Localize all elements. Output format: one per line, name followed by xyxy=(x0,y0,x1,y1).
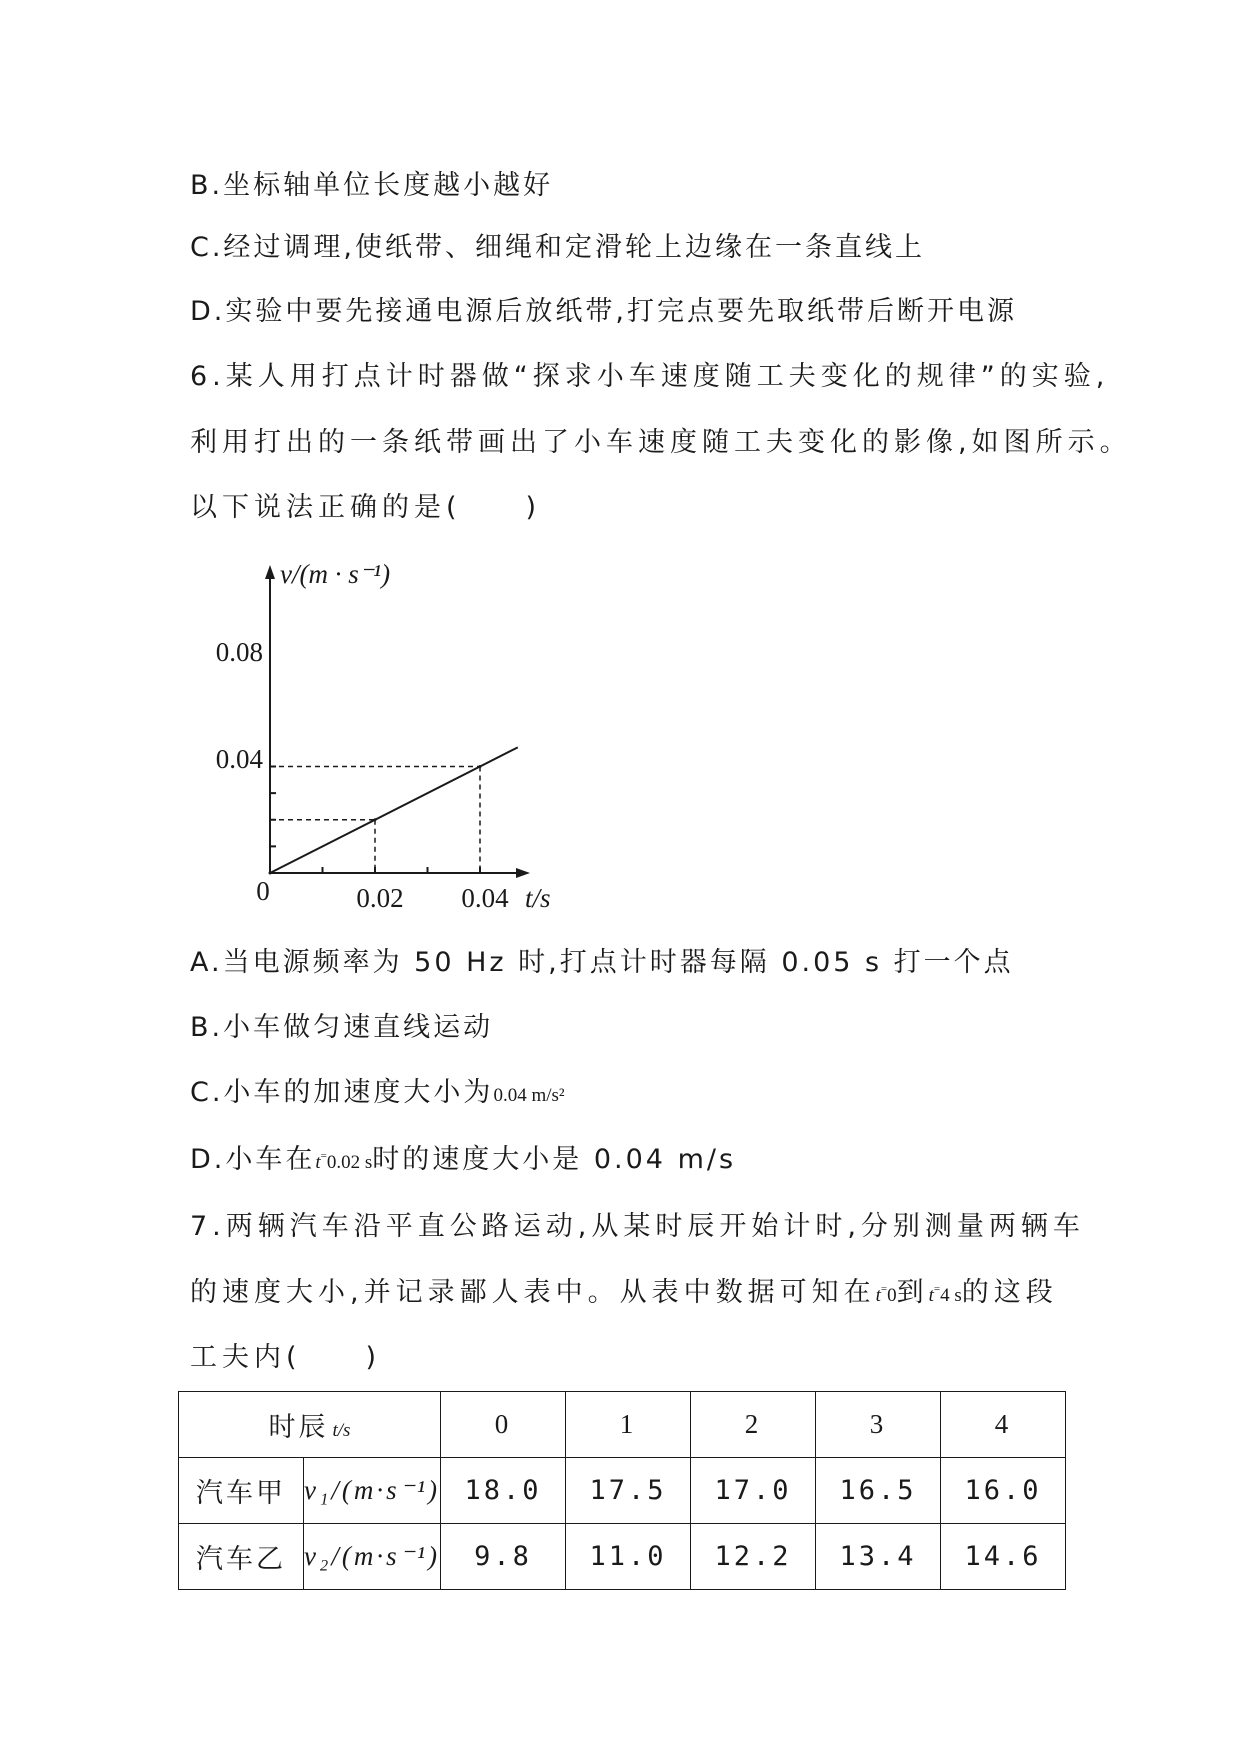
q7-mid: 到 xyxy=(896,1277,929,1308)
row-unit: v₂/(m·s⁻¹) xyxy=(304,1524,441,1590)
value-cell: 16.0 xyxy=(940,1458,1065,1524)
option-6d-t: t xyxy=(315,1152,321,1173)
row-unit: v₁/(m·s⁻¹) xyxy=(304,1458,441,1524)
q7-stem-line-3: 工夫内( ) xyxy=(190,1342,382,1373)
time-cell: 3 xyxy=(815,1392,940,1458)
option-5c: C.经过调理,使纸带、细绳和定滑轮上边缘在一条直线上 xyxy=(190,232,926,263)
option-6a: A.当电源频率为 50 Hz 时,打点计时器每隔 0.05 s 打一个点 xyxy=(190,947,1014,978)
option-5d: D.实验中要先接通电源后放纸带,打完点要先取纸带后断开电源 xyxy=(190,296,1017,327)
header-label: 时辰 xyxy=(268,1412,329,1443)
y-tick-label: 0.08 xyxy=(215,637,263,667)
table-row xyxy=(179,1524,1066,1590)
value-cell: 17.5 xyxy=(565,1458,690,1524)
x-tick-label: 0.02 xyxy=(356,883,404,913)
q7-v2: 4 s xyxy=(940,1285,962,1306)
x-axis-label: t/s xyxy=(525,883,551,913)
option-6d-prefix: D.小车在 xyxy=(190,1144,316,1175)
q7-mark1: = xyxy=(880,1283,888,1295)
origin-label: 0 xyxy=(256,876,270,906)
table-row xyxy=(179,1392,1066,1458)
q6-stem-line-3: 以下说法正确的是( ) xyxy=(190,492,542,523)
x-tick-label: 0.04 xyxy=(461,883,509,913)
q7-stem-suffix: 的这段 xyxy=(961,1277,1058,1308)
value-cell: 18.0 xyxy=(440,1458,565,1524)
x-axis-arrow xyxy=(516,868,530,878)
q7-mark2: = xyxy=(933,1283,941,1295)
option-6d-mark: = xyxy=(320,1150,327,1162)
value-cell: 16.5 xyxy=(815,1458,940,1524)
y-tick-label: 0.04 xyxy=(215,744,263,774)
q7-v1: 0 xyxy=(887,1285,897,1306)
q7-t1: t xyxy=(875,1285,881,1306)
option-6c-value: 0.04 m/s² xyxy=(493,1085,565,1106)
velocity-time-graph xyxy=(195,555,575,925)
time-cell: 1 xyxy=(565,1392,690,1458)
speed-table xyxy=(178,1391,1066,1590)
q7-stem-line-2 xyxy=(190,1275,1058,1316)
y-axis-arrow xyxy=(265,565,275,579)
option-6d xyxy=(190,1142,736,1183)
value-cell: 14.6 xyxy=(940,1524,1065,1590)
time-cell: 2 xyxy=(690,1392,815,1458)
q7-stem-line-1: 7.两辆汽车沿平直公路运动,从某时辰开始计时,分别测量两辆车 xyxy=(190,1211,1085,1242)
option-6c-prefix: C.小车的加速度大小为 xyxy=(190,1077,494,1108)
value-cell: 12.2 xyxy=(690,1524,815,1590)
graph-axes xyxy=(265,565,530,878)
row-name: 汽车乙 xyxy=(179,1524,304,1590)
time-cell: 4 xyxy=(940,1392,1065,1458)
value-cell: 13.4 xyxy=(815,1524,940,1590)
option-6d-suffix: 时的速度大小是 0.04 m/s xyxy=(372,1144,737,1175)
value-cell: 11.0 xyxy=(565,1524,690,1590)
option-6d-time: 0.02 s xyxy=(326,1152,373,1173)
q6-stem-line-1: 6.某人用打点计时器做“探求小车速度随工夫变化的规律”的实验, xyxy=(190,361,1110,392)
row-name: 汽车甲 xyxy=(179,1458,304,1524)
option-5b: B.坐标轴单位长度越小越好 xyxy=(190,170,554,201)
header-unit: t/s xyxy=(332,1420,351,1441)
q7-stem-prefix: 的速度大小,并记录鄙人表中。从表中数据可知在 xyxy=(190,1277,876,1308)
option-6c xyxy=(190,1075,565,1114)
y-axis-label: v/(m · s⁻¹) xyxy=(280,559,391,589)
q6-stem-line-2: 利用打出的一条纸带画出了小车速度随工夫变化的影像,如图所示。 xyxy=(190,427,1132,458)
value-cell: 9.8 xyxy=(440,1524,565,1590)
table-row xyxy=(179,1458,1066,1524)
option-6b: B.小车做匀速直线运动 xyxy=(190,1012,494,1043)
value-cell: 17.0 xyxy=(690,1458,815,1524)
header-cell xyxy=(179,1392,441,1458)
time-cell: 0 xyxy=(440,1392,565,1458)
q7-t2: t xyxy=(928,1285,934,1306)
